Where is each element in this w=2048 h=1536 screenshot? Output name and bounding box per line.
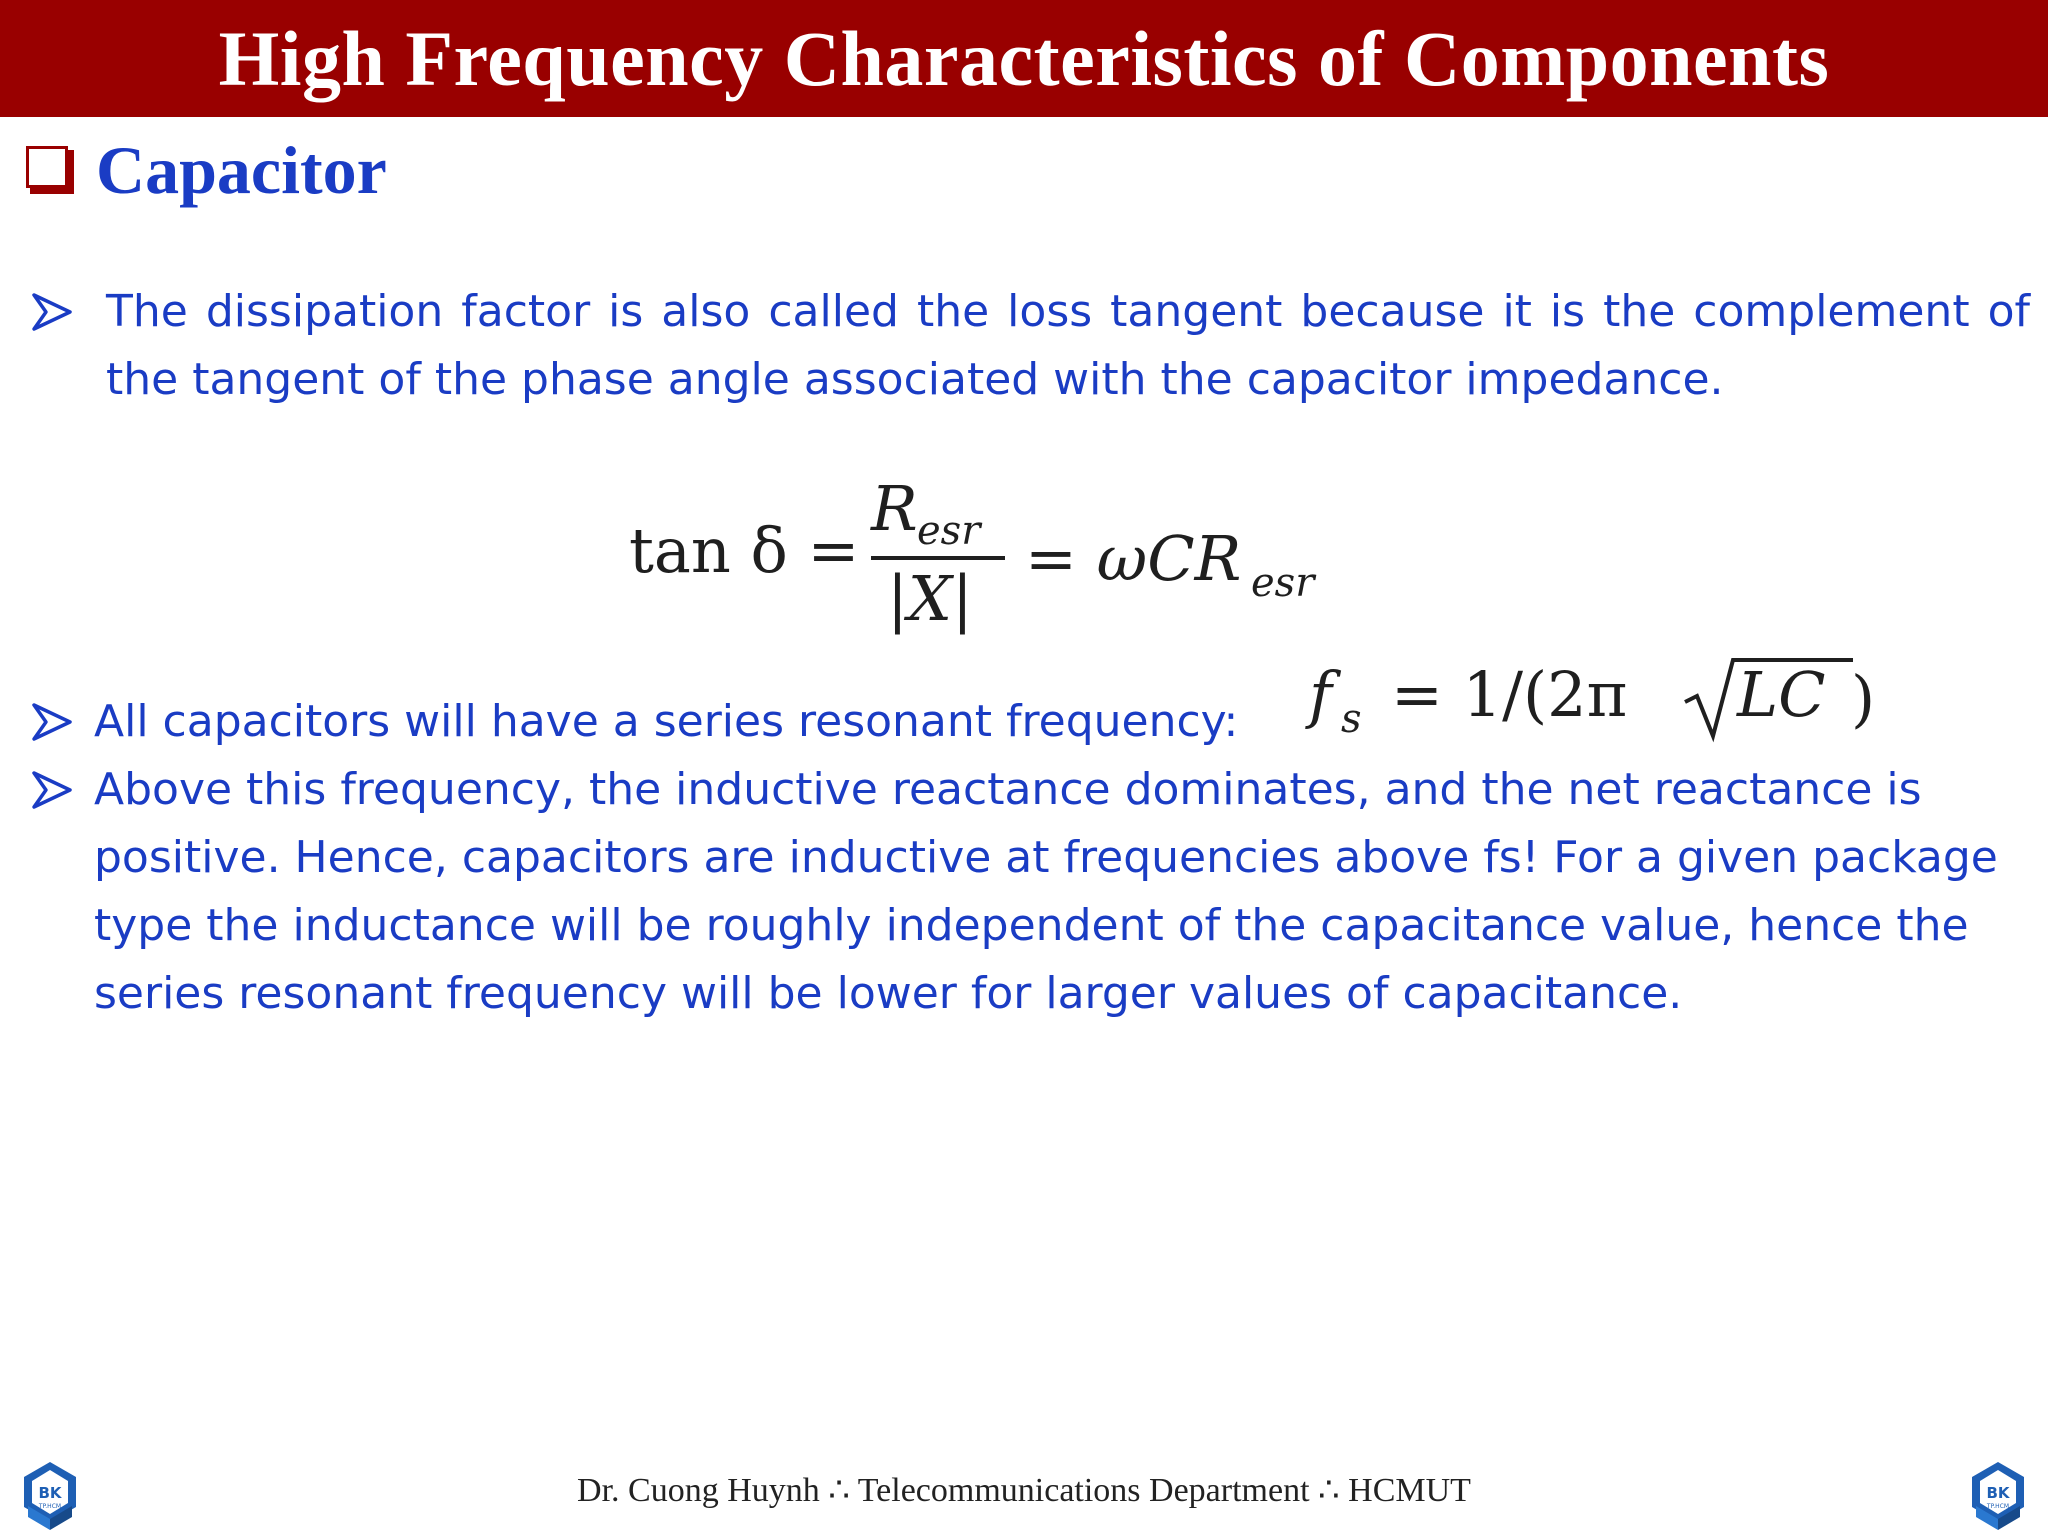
fs-radicand: LC bbox=[1737, 658, 1826, 731]
square-bullet-icon bbox=[26, 146, 74, 194]
bullet-text: Above this frequency, the inductive reactance dominates, and the net reactance is positive. Hence, capacitors are inductive at frequencies above fs! For a given package type the inductance will be roughly independent of the capacitance value, hence the series resonant frequency will be lower for larger values of capacitance. bbox=[94, 764, 1998, 1019]
eq-rhs-sub: esr bbox=[1251, 560, 1315, 606]
fs-sub: s bbox=[1341, 696, 1362, 742]
section-heading bbox=[26, 130, 387, 210]
fs-close: ) bbox=[1851, 662, 1876, 735]
eq-numerator-sub: esr bbox=[917, 508, 981, 554]
loss-tangent-equation bbox=[625, 468, 1345, 648]
bullet-inductive-above-fs bbox=[30, 756, 2030, 1028]
university-logo-icon bbox=[1968, 1460, 2028, 1532]
arrow-bullet-icon bbox=[30, 688, 80, 756]
section-title: Capacitor bbox=[96, 131, 387, 208]
fs-rhs: = 1/(2π bbox=[1391, 658, 1628, 731]
logo-text: BK bbox=[1986, 1484, 2010, 1502]
logo-text: BK bbox=[38, 1484, 62, 1502]
title-bar bbox=[0, 0, 2048, 117]
eq-numerator: R bbox=[871, 472, 918, 545]
footer: Dr. Cuong Huynh ∴ Telecommunications Department ∴ HCMUT bbox=[577, 1472, 1471, 1509]
bullet-text: All capacitors will have a series resonant frequency: bbox=[94, 696, 1239, 747]
arrow-bullet-icon bbox=[30, 756, 80, 824]
bullet-series-resonance bbox=[30, 688, 1310, 756]
fs-lhs: f bbox=[1309, 658, 1332, 731]
bullet-dissipation-factor bbox=[30, 278, 2030, 414]
arrow-bullet-icon bbox=[30, 278, 80, 346]
university-logo-icon bbox=[20, 1460, 80, 1532]
logo-subtext: TP.HCM bbox=[1986, 1503, 2010, 1510]
eq-denominator: |X| bbox=[887, 562, 973, 635]
eq-rhs: = ωCR bbox=[1025, 522, 1242, 595]
eq-lhs: tan δ = bbox=[629, 514, 860, 587]
slide-title: High Frequency Characteristics of Components bbox=[218, 14, 1830, 102]
logo-subtext: TP.HCM bbox=[38, 1503, 62, 1510]
resonant-frequency-equation bbox=[1305, 650, 1885, 750]
bullet-text: The dissipation factor is also called the loss tangent because it is the complement of the tangent of the phase angle associated with the capacitor impedance. bbox=[106, 286, 2030, 405]
